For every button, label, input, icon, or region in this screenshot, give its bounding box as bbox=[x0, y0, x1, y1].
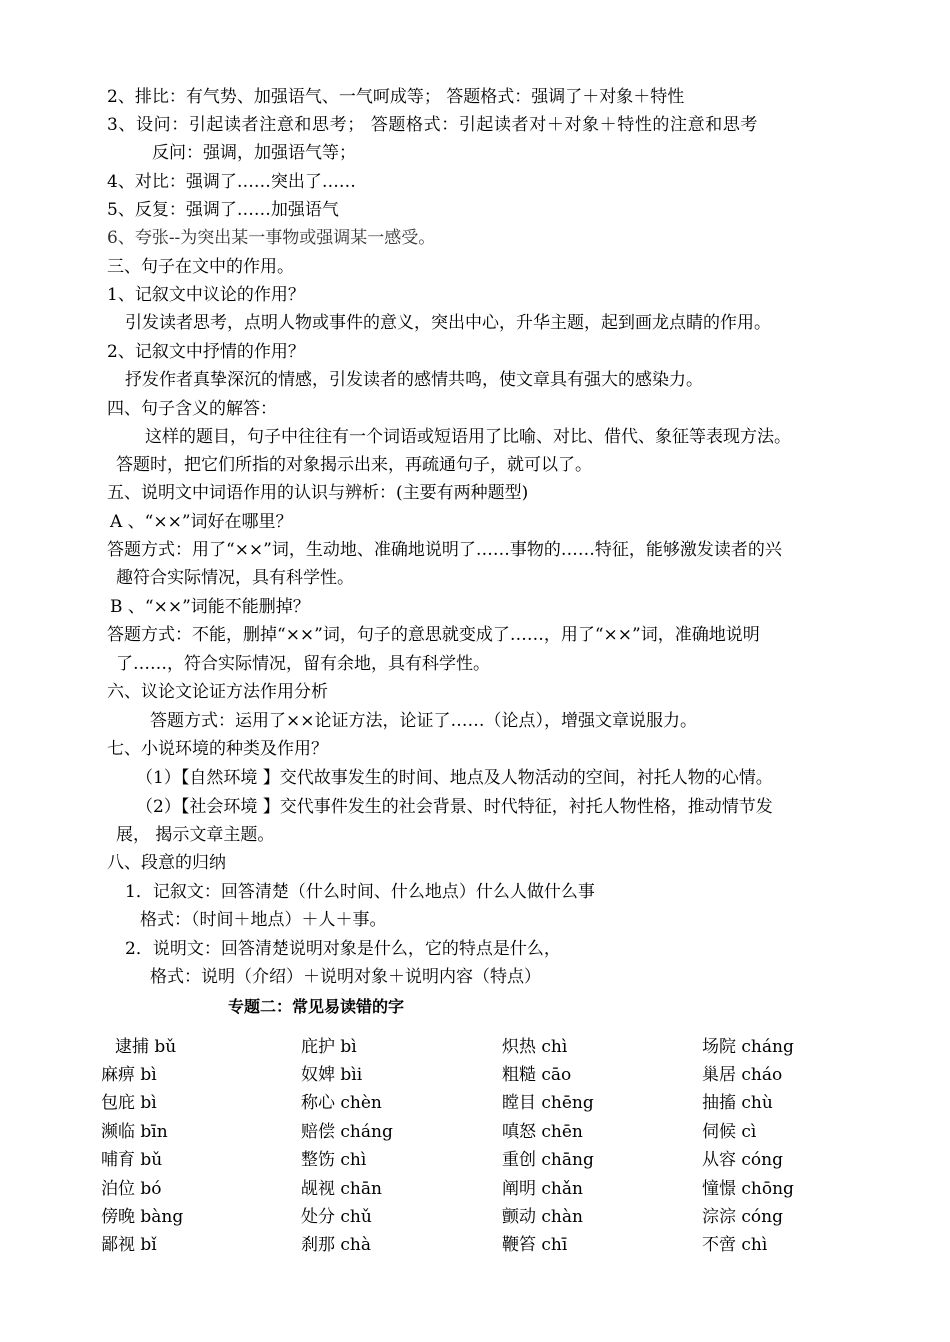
text-line: 1．记叙文：回答清楚（什么时间、什么地点）什么人做什么事 bbox=[125, 882, 595, 902]
text-line: 2．说明文：回答清楚说明对象是什么，它的特点是什么， bbox=[125, 939, 561, 959]
vocab-item: 处分 chǔ bbox=[301, 1207, 372, 1227]
vocab-item: 粗糙 cāo bbox=[502, 1065, 572, 1085]
vocab-item: 濒临 bīn bbox=[101, 1122, 168, 1142]
vocab-item: 麻痹 bì bbox=[101, 1065, 157, 1085]
text-line: 2、记叙文中抒情的作用？ bbox=[107, 342, 305, 362]
text-line: 答题方式：用了“××”词，生动地、准确地说明了……事物的……特征，能够激发读者的兴 bbox=[107, 540, 782, 560]
vocab-item: 逮捕 bǔ bbox=[115, 1037, 177, 1057]
vocab-item: 嗔怒 chēn bbox=[502, 1122, 583, 1142]
text-line: 五、说明文中词语作用的认识与辨析：(主要有两种题型) bbox=[107, 483, 529, 503]
text-line: 四、句子含义的解答： bbox=[107, 399, 277, 419]
text-line: 5、反复：强调了……加强语气 bbox=[107, 200, 339, 220]
vocab-item: 场院 cháng bbox=[702, 1037, 794, 1057]
text-line: 答题时，把它们所指的对象揭示出来，再疏通句子，就可以了。 bbox=[116, 455, 592, 475]
text-line: 展， 揭示文章主题。 bbox=[116, 825, 275, 845]
vocab-item: 憧憬 chōng bbox=[702, 1179, 794, 1199]
text-line: 3、设问：引起读者注意和思考； 答题格式：引起读者对＋对象＋特性的注意和思考 bbox=[107, 115, 759, 135]
vocab-item: 刹那 chà bbox=[301, 1235, 372, 1255]
vocab-item: 哺育 bǔ bbox=[101, 1150, 163, 1170]
vocab-item: 鞭笞 chī bbox=[502, 1235, 568, 1255]
vocab-item: 伺候 cì bbox=[702, 1122, 757, 1142]
text-line: 6、夸张--为突出某一事物或强调某一感受。 bbox=[107, 228, 436, 248]
vocab-item: 不啻 chì bbox=[702, 1235, 768, 1255]
text-line: 七、小说环境的种类及作用？ bbox=[107, 739, 328, 759]
vocab-item: 巢居 cháo bbox=[702, 1065, 783, 1085]
vocab-item: 奴婢 bìi bbox=[301, 1065, 363, 1085]
vocab-item: 称心 chèn bbox=[301, 1093, 382, 1113]
text-line: 八、段意的归纳 bbox=[107, 853, 226, 873]
vocab-item: 整饬 chì bbox=[301, 1150, 367, 1170]
text-line: （1）【自然环境 】交代故事发生的时间、地点及人物活动的空间，衬托人物的心情。 bbox=[136, 768, 773, 788]
text-line: B 、“××”词能不能删掉？ bbox=[110, 597, 310, 617]
vocab-item: 重创 chāng bbox=[502, 1150, 594, 1170]
vocab-item: 淙淙 cóng bbox=[702, 1207, 783, 1227]
text-line: 三、句子在文中的作用。 bbox=[107, 257, 294, 277]
text-line: 这样的题目，句子中往往有一个词语或短语用了比喻、对比、借代、象征等表现方法。 bbox=[145, 427, 791, 447]
text-line: 答题方式：不能，删掉“××”词，句子的意思就变成了……，用了“××”词，准确地说明 bbox=[107, 625, 760, 645]
text-line: 答题方式：运用了××论证方法，论证了……（论点），增强文章说服力。 bbox=[150, 711, 697, 731]
text-line: 六、议论文论证方法作用分析 bbox=[107, 682, 328, 702]
vocab-item: 觇视 chān bbox=[301, 1179, 382, 1199]
text-line: A 、“××”词好在哪里？ bbox=[110, 512, 293, 532]
vocab-item: 抽搐 chù bbox=[702, 1093, 773, 1113]
text-line: 引发读者思考，点明人物或事件的意义，突出中心，升华主题，起到画龙点睛的作用。 bbox=[125, 313, 771, 333]
text-line: 格式：（时间＋地点）＋人＋事。 bbox=[140, 910, 387, 930]
vocab-item: 瞠目 chēng bbox=[502, 1093, 594, 1113]
vocab-item: 鄙视 bǐ bbox=[101, 1235, 157, 1255]
text-line: 趣符合实际情况，具有科学性。 bbox=[116, 568, 354, 588]
text-line: 2、排比：有气势、加强语气、一气呵成等； 答题格式：强调了＋对象＋特性 bbox=[107, 87, 685, 107]
vocab-item: 从容 cóng bbox=[702, 1150, 783, 1170]
section-title: 专题二：常见易读错的字 bbox=[228, 997, 405, 1016]
vocab-item: 包庇 bì bbox=[101, 1093, 157, 1113]
text-line: 了……，符合实际情况，留有余地，具有科学性。 bbox=[116, 654, 490, 674]
vocab-item: 炽热 chì bbox=[502, 1037, 568, 1057]
vocab-item: 傍晚 bàng bbox=[101, 1207, 184, 1227]
text-line: 抒发作者真挚深沉的情感，引发读者的感情共鸣，使文章具有强大的感染力。 bbox=[125, 370, 703, 390]
text-line: （2）【社会环境 】交代事件发生的社会背景、时代特征，衬托人物性格，推动情节发 bbox=[136, 797, 773, 817]
vocab-item: 庇护 bì bbox=[301, 1037, 357, 1057]
vocab-item: 泊位 bó bbox=[101, 1179, 162, 1199]
text-line: 反问：强调，加强语气等； bbox=[152, 143, 356, 163]
vocab-item: 赔偿 cháng bbox=[301, 1122, 393, 1142]
text-line: 格式：说明（介绍）＋说明对象＋说明内容（特点） bbox=[150, 967, 541, 987]
text-line: 4、对比：强调了……突出了…… bbox=[107, 172, 356, 192]
text-line: 1、记叙文中议论的作用？ bbox=[107, 285, 305, 305]
vocab-item: 阐明 chǎn bbox=[502, 1179, 583, 1199]
vocab-item: 颤动 chàn bbox=[502, 1207, 583, 1227]
